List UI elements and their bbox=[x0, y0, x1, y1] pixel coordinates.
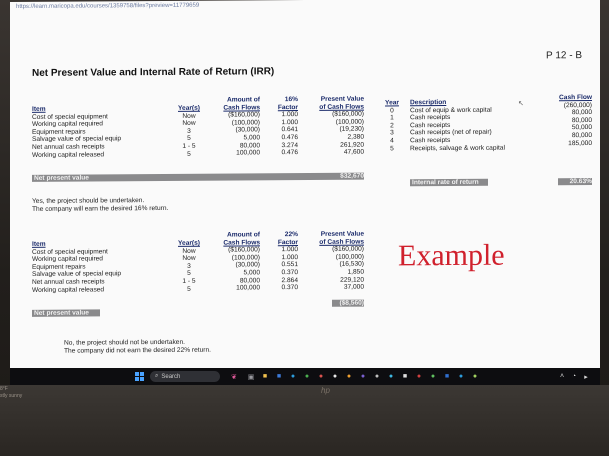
table-row-item: Equipment repairs bbox=[32, 263, 86, 271]
conclusion-22-line2: The company did not earn the desired 22% return. bbox=[64, 346, 211, 355]
chevron-up-icon[interactable]: ˄ bbox=[559, 373, 565, 380]
amount-header-top: Amount of bbox=[227, 231, 260, 239]
table-cell-amount: 100,000 bbox=[236, 284, 260, 292]
table-cell-cf: (260,000) bbox=[563, 101, 592, 109]
browser-screen bbox=[10, 0, 600, 387]
table-row-item: Cost of special equipment bbox=[32, 247, 108, 256]
table-cell-year: Now bbox=[182, 247, 196, 255]
app-icon[interactable]: ● bbox=[430, 373, 436, 380]
table-cell-factor: 0.641 bbox=[281, 126, 298, 134]
table-row-item: Net annual cash receipts bbox=[32, 143, 105, 151]
task-view-icon[interactable]: ▣ bbox=[247, 373, 255, 381]
table-cell-year: 5 bbox=[187, 135, 191, 143]
table-cell-desc: Receipts, salvage & work capital bbox=[410, 144, 505, 152]
table-cell-amount: 80,000 bbox=[239, 276, 260, 285]
table-row-item: Net annual cash receipts bbox=[32, 278, 105, 286]
table-cell-factor: 1.000 bbox=[281, 246, 298, 254]
table-cell-year: 3 bbox=[390, 129, 394, 137]
app-icon[interactable]: ● bbox=[416, 373, 422, 380]
app-icon[interactable]: ● bbox=[346, 373, 352, 380]
irr-desc-header: Description bbox=[410, 99, 447, 107]
table-cell-amount: ($160,000) bbox=[228, 111, 260, 119]
app-icon[interactable]: ● bbox=[318, 373, 324, 380]
table-cell-cf: 185,000 bbox=[568, 139, 592, 147]
url-bar[interactable]: https://learn.maricopa.edu/courses/1359758/files?preview=11779659 bbox=[16, 2, 200, 11]
conclusion-16-line1: Yes, the project should be undertaken. bbox=[32, 197, 145, 205]
app-icon[interactable]: ● bbox=[360, 373, 366, 380]
table-row-item: Salvage value of special equip bbox=[32, 270, 122, 279]
factor-header-top: 16% bbox=[284, 96, 298, 104]
table-cell-pv: (19,230) bbox=[339, 125, 364, 134]
table-cell-year: 4 bbox=[390, 137, 394, 145]
irr-label: Internal rate of return bbox=[412, 178, 479, 187]
total-value: ($8,560) bbox=[339, 299, 364, 307]
conclusion-16-line2: The company will earn the desired 16% return. bbox=[32, 204, 169, 213]
taskbar-search-label: Search bbox=[161, 373, 181, 380]
table-row-item: Working capital released bbox=[32, 150, 105, 159]
table-cell-amount: 5,000 bbox=[243, 134, 260, 142]
table-cell-factor: 0.370 bbox=[281, 284, 298, 292]
table-cell-year: 5 bbox=[187, 285, 191, 293]
pv-header-top: Present Value bbox=[320, 230, 364, 238]
table-cell-factor: 2.864 bbox=[281, 276, 298, 284]
table-cell-pv: 37,000 bbox=[343, 283, 364, 291]
table-cell-pv: (100,000) bbox=[335, 118, 364, 126]
table-cell-year: 1 - 5 bbox=[182, 142, 196, 150]
table-cell-desc: Cash receipts bbox=[410, 136, 451, 145]
table-row-item: Salvage value of special equip bbox=[32, 135, 122, 144]
table-cell-pv: (100,000) bbox=[335, 253, 364, 261]
table-cell-pv: 1,850 bbox=[347, 268, 364, 276]
table-cell-year: 1 - 5 bbox=[182, 277, 196, 285]
app-icon[interactable]: ● bbox=[332, 373, 338, 380]
pv-header-top: Present Value bbox=[320, 95, 364, 103]
table-cell-amount: (100,000) bbox=[231, 254, 260, 262]
table-cell-desc: Cash receipts bbox=[410, 114, 451, 122]
table-row-item: Working capital required bbox=[32, 255, 103, 264]
start-button[interactable] bbox=[134, 371, 144, 382]
mouse-cursor-icon: ↖ bbox=[518, 100, 524, 108]
table-cell-pv: 2,380 bbox=[347, 133, 364, 141]
irr-value: 20.63% bbox=[569, 177, 592, 186]
table-cell-desc: Cost of equip & work capital bbox=[410, 106, 492, 114]
store-icon[interactable]: ■ bbox=[276, 373, 282, 380]
chrome-icon[interactable]: ● bbox=[304, 373, 310, 380]
table-cell-pv: ($160,000) bbox=[332, 110, 364, 118]
table-cell-year: Now bbox=[182, 112, 196, 120]
laptop-bezel bbox=[0, 385, 609, 456]
table-cell-factor: 0.551 bbox=[281, 261, 298, 269]
weather-temp: 8°F bbox=[0, 386, 8, 392]
page-title: Net Present Value and Internal Rate of Return (IRR) bbox=[32, 66, 275, 79]
table-cell-desc: Cash receipts (net of repair) bbox=[410, 129, 492, 137]
pv-header: of Cash Flows bbox=[319, 103, 364, 111]
amount-header-top: Amount of bbox=[227, 96, 260, 104]
table-cell-amount: 5,000 bbox=[243, 269, 260, 277]
table-cell-year: Now bbox=[182, 254, 196, 263]
app-icon[interactable]: ● bbox=[374, 373, 380, 380]
table-cell-cf: 50,000 bbox=[571, 124, 592, 132]
app-icon[interactable]: ● bbox=[472, 373, 478, 380]
total-label: Net present value bbox=[34, 309, 89, 317]
table-cell-pv: 47,600 bbox=[343, 148, 364, 156]
brand-logo: hp bbox=[321, 386, 330, 395]
table-cell-pv: (16,530) bbox=[339, 260, 364, 269]
taskbar bbox=[10, 368, 600, 385]
item-header: Item bbox=[32, 105, 46, 113]
table-cell-cf: 80,000 bbox=[571, 109, 592, 117]
table-cell-factor: 0.476 bbox=[281, 134, 298, 142]
table-cell-pv: ($160,000) bbox=[332, 245, 364, 253]
example-annotation: Example bbox=[398, 238, 505, 273]
factor-header-top: 22% bbox=[284, 231, 298, 239]
table-cell-year: 1 bbox=[390, 114, 394, 122]
table-cell-year: 2 bbox=[390, 122, 394, 130]
conclusion-22-line1: No, the project should not be undertaken. bbox=[64, 338, 185, 347]
app-icon[interactable]: ● bbox=[388, 373, 394, 380]
copilot-icon[interactable]: ❦ bbox=[231, 373, 237, 381]
table-cell-year: Now bbox=[182, 119, 196, 128]
table-cell-factor: 1.000 bbox=[281, 253, 298, 261]
table-cell-factor: 0.370 bbox=[281, 269, 298, 277]
page-code: P 12 - B bbox=[546, 50, 582, 62]
app-icon[interactable]: ● bbox=[458, 373, 464, 380]
table-cell-amount: (100,000) bbox=[231, 119, 260, 127]
amount-header: Cash Flows bbox=[223, 103, 260, 112]
table-row-item: Working capital required bbox=[32, 120, 103, 129]
wifi-icon[interactable]: ◔ bbox=[571, 373, 577, 380]
item-header: Item bbox=[32, 240, 46, 248]
factor-header: Factor bbox=[277, 238, 298, 246]
table-cell-amount: 80,000 bbox=[239, 141, 260, 150]
table-cell-year: 0 bbox=[390, 106, 394, 114]
table-cell-year: 5 bbox=[187, 270, 191, 278]
table-cell-amount: ($160,000) bbox=[228, 246, 260, 254]
table-cell-amount: (30,000) bbox=[235, 126, 260, 134]
edge-icon[interactable]: ● bbox=[290, 373, 296, 380]
irr-year-header: Year bbox=[385, 99, 399, 107]
app-icon[interactable]: ■ bbox=[402, 373, 408, 380]
table-row-item: Cost of special equipment bbox=[32, 112, 108, 121]
app-icon[interactable]: ■ bbox=[444, 373, 450, 380]
table-cell-factor: 1.000 bbox=[281, 111, 298, 119]
table-cell-pv: 229,120 bbox=[340, 276, 364, 284]
table-cell-amount: 100,000 bbox=[236, 149, 260, 157]
table-cell-year: 5 bbox=[187, 150, 191, 158]
taskbar-search-input[interactable] bbox=[150, 371, 220, 382]
table-cell-factor: 0.476 bbox=[281, 149, 298, 157]
weather-desc: stly sunny bbox=[0, 393, 23, 399]
table-row-item: Equipment repairs bbox=[32, 128, 86, 136]
table-cell-year: 3 bbox=[187, 127, 191, 135]
total-value: $32,670 bbox=[340, 172, 364, 180]
table-cell-factor: 3.274 bbox=[281, 141, 298, 149]
table-cell-desc: Cash receipts bbox=[410, 121, 451, 130]
windows-icon bbox=[135, 372, 144, 381]
year-header: Year(s) bbox=[178, 104, 200, 112]
factor-header: Factor bbox=[277, 103, 298, 111]
table-cell-year: 5 bbox=[390, 144, 394, 152]
search-icon: ⌕ bbox=[155, 373, 159, 379]
table-cell-amount: (30,000) bbox=[235, 261, 260, 269]
table-row-item: Working capital released bbox=[32, 285, 105, 294]
weather-widget bbox=[0, 386, 22, 400]
volume-icon[interactable]: ▸ bbox=[584, 373, 588, 381]
year-header: Year(s) bbox=[178, 239, 200, 247]
total-label: Net present value bbox=[34, 174, 89, 182]
irr-cf-header: Cash Flow bbox=[559, 93, 592, 102]
table-cell-year: 3 bbox=[187, 262, 191, 270]
table-cell-pv: 261,920 bbox=[340, 141, 364, 149]
amount-header: Cash Flows bbox=[223, 238, 260, 247]
file-explorer-icon[interactable]: ■ bbox=[262, 373, 268, 380]
table-cell-cf: 80,000 bbox=[571, 116, 592, 124]
table-cell-factor: 1.000 bbox=[281, 118, 298, 126]
pv-header: of Cash Flows bbox=[319, 238, 364, 246]
table-cell-cf: 80,000 bbox=[571, 131, 592, 140]
